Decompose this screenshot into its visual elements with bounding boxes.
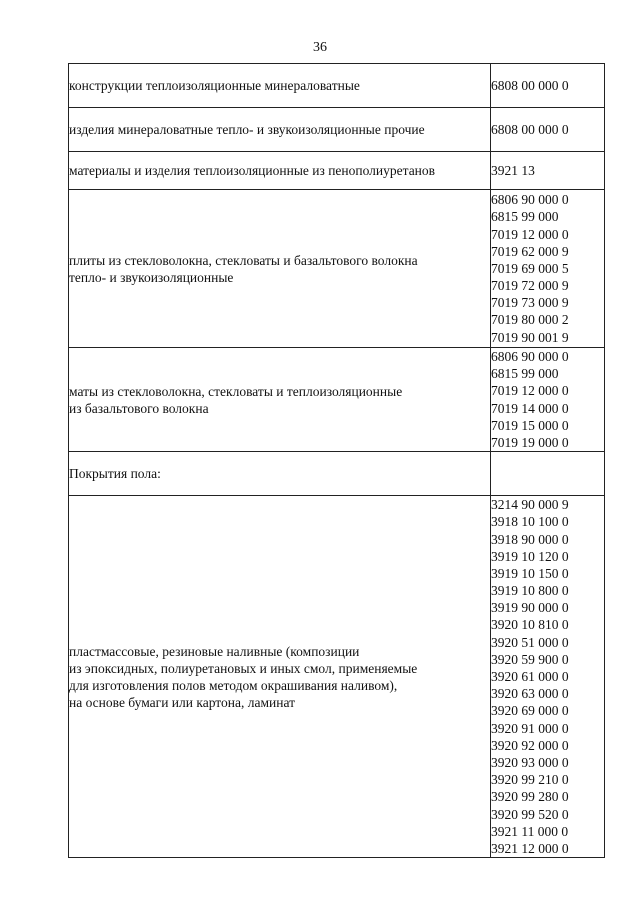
tn-ved-code: 7019 80 000 2 xyxy=(491,312,569,328)
tn-ved-code: 6808 00 000 0 xyxy=(491,121,569,137)
tn-ved-code: 3921 11 000 0 xyxy=(491,823,569,839)
tn-ved-code: 3920 99 520 0 xyxy=(491,806,569,822)
tn-ved-code: 7019 62 000 9 xyxy=(491,243,569,259)
product-name-line: изделия минераловатные тепло- и звукоизоляционные прочие xyxy=(69,122,425,137)
product-name-line: для изготовления полов методом окрашивания наливом), xyxy=(69,677,398,693)
tn-ved-code: 7019 14 000 0 xyxy=(491,400,569,416)
product-name-cell xyxy=(69,108,491,152)
tn-ved-code: 3921 13 xyxy=(491,162,535,178)
product-name-line: из базальтового волокна xyxy=(69,400,209,416)
tn-ved-code: 3919 10 150 0 xyxy=(491,565,569,581)
product-name-line: пластмассовые, резиновые наливные (композиции xyxy=(69,643,360,659)
tn-ved-code: 7019 90 001 9 xyxy=(491,329,569,345)
tn-ved-code: 3920 93 000 0 xyxy=(491,754,569,770)
tn-ved-code: 3921 12 000 0 xyxy=(491,840,569,856)
product-name-line: конструкции теплоизоляционные минераловатные xyxy=(69,78,360,93)
table-row xyxy=(69,452,605,496)
tn-ved-code: 6815 99 000 xyxy=(491,366,559,382)
tn-ved-code: 7019 15 000 0 xyxy=(491,417,569,433)
tn-ved-code: 6808 00 000 0 xyxy=(491,77,569,93)
tn-ved-code: 7019 73 000 9 xyxy=(491,295,569,311)
product-name-line: тепло- и звукоизоляционные xyxy=(69,269,234,285)
tn-ved-code: 6815 99 000 xyxy=(491,209,559,225)
tn-ved-code: 3920 10 810 0 xyxy=(491,617,569,633)
tn-ved-code-cell xyxy=(491,64,605,108)
product-name-cell xyxy=(69,190,491,348)
tn-ved-code-cell xyxy=(491,108,605,152)
tn-ved-code-cell xyxy=(491,348,605,452)
product-name-line: на основе бумаги или картона, ламинат xyxy=(69,694,295,710)
tn-ved-code: 3920 51 000 0 xyxy=(491,634,569,650)
tn-ved-code: 3920 99 280 0 xyxy=(491,789,569,805)
tn-ved-code-cell xyxy=(491,452,605,496)
product-name-line: материалы и изделия теплоизоляционные из пенополиуретанов xyxy=(69,163,436,178)
tn-ved-code: 6806 90 000 0 xyxy=(491,349,569,364)
tn-ved-code: 7019 12 000 0 xyxy=(491,383,569,399)
tn-ved-code: 7019 72 000 9 xyxy=(491,278,569,294)
tn-ved-code: 3918 90 000 0 xyxy=(491,531,569,547)
tn-ved-code-cell xyxy=(491,496,605,858)
tn-ved-code: 7019 12 000 0 xyxy=(491,226,569,242)
product-name-cell xyxy=(69,452,491,496)
page-number: 36 xyxy=(313,40,327,55)
product-name-cell xyxy=(69,496,491,858)
product-name-line: из эпоксидных, полиуретановых и иных смол, применяемые xyxy=(69,660,418,676)
table-row xyxy=(69,496,605,858)
product-name-cell xyxy=(69,348,491,452)
product-name-line: плиты из стекловолокна, стекловаты и базальтового волокна xyxy=(69,252,418,268)
tn-ved-code: 3920 69 000 0 xyxy=(491,703,569,719)
tn-ved-code-cell xyxy=(491,152,605,190)
table-row xyxy=(69,190,605,348)
table-row xyxy=(69,348,605,452)
table-row xyxy=(69,108,605,152)
product-name-line: маты из стекловолокна, стекловаты и теплоизоляционные xyxy=(69,383,403,399)
tn-ved-code: 7019 19 000 0 xyxy=(491,434,569,450)
tn-ved-code: 7019 69 000 5 xyxy=(491,260,569,276)
tn-ved-code: 3214 90 000 9 xyxy=(491,497,569,513)
product-name-cell xyxy=(69,152,491,190)
tn-ved-code: 3918 10 100 0 xyxy=(491,514,569,530)
product-name-line: Покрытия пола: xyxy=(69,466,161,482)
product-name-cell xyxy=(69,64,491,108)
tn-ved-code: 3920 91 000 0 xyxy=(491,720,569,736)
product-codes-table xyxy=(68,63,605,858)
tn-ved-code-cell xyxy=(491,190,605,348)
table-row xyxy=(69,64,605,108)
table-row xyxy=(69,152,605,190)
tn-ved-code: 3920 61 000 0 xyxy=(491,669,569,684)
tn-ved-code: 3920 92 000 0 xyxy=(491,737,569,753)
tn-ved-code: 3920 63 000 0 xyxy=(491,686,569,702)
tn-ved-code: 3920 99 210 0 xyxy=(491,772,569,788)
tn-ved-code: 3919 10 120 0 xyxy=(491,548,569,564)
table-body xyxy=(69,64,605,858)
tn-ved-code: 6806 90 000 0 xyxy=(491,192,569,208)
tn-ved-code: 3920 59 900 0 xyxy=(491,651,569,667)
tn-ved-code: 3919 10 800 0 xyxy=(491,583,569,599)
tn-ved-code: 3919 90 000 0 xyxy=(491,600,569,616)
